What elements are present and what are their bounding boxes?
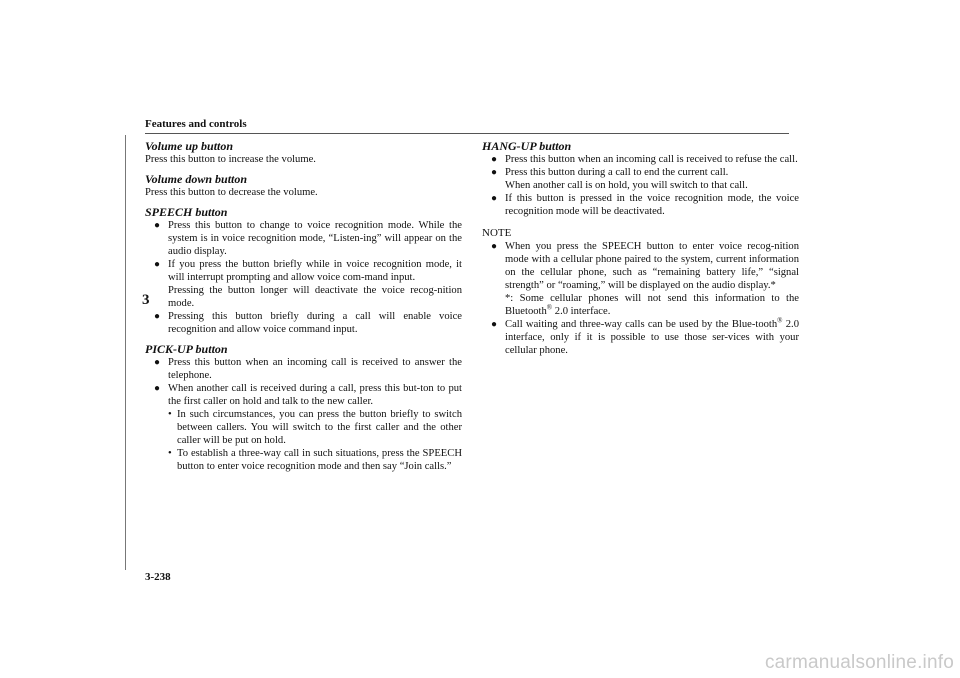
pickup-heading: PICK-UP button xyxy=(145,342,228,356)
volume-down-text: Press this button to decrease the volume. xyxy=(145,187,318,198)
registered-mark: ® xyxy=(777,316,783,325)
chapter-side-rule xyxy=(125,135,126,570)
bullet-icon: ● xyxy=(154,383,161,394)
sub-bullet-icon: • xyxy=(168,409,172,420)
speech-bullet-2-extra: Pressing the button longer will deactivate the voice recog-nition mode. xyxy=(168,285,462,309)
bullet-icon: ● xyxy=(491,167,498,178)
volume-up-heading: Volume up button xyxy=(145,139,234,153)
hangup-bullet-2: ● Press this button during a call to end the current call. When another call is on hold, you will switch to that call. xyxy=(491,166,799,192)
hangup-bullet-1: ● Press this button when an incoming call is received to refuse the call. xyxy=(491,154,798,165)
pickup-bullet-2: ● When another call is received during a call, press this but-ton to put the first caller on hold and talk to the new caller. • In such circumstances, you can press the button briefly to switch between callers. You will switch to the first caller and the other caller will be put on hold. • To establish a three-way call in such situations, press the SPEECH button to enter voice recognition mode and then say “Join calls.” xyxy=(154,383,462,472)
bullet-icon: ● xyxy=(491,241,498,252)
right-column xyxy=(482,139,799,357)
hangup-heading: HANG-UP button xyxy=(482,139,572,153)
registered-mark: ® xyxy=(546,303,553,312)
sub-bullet-icon: • xyxy=(168,448,172,459)
header-rule xyxy=(145,133,789,134)
note-label: NOTE xyxy=(482,227,512,239)
watermark: carmanualsonline.info xyxy=(764,652,954,673)
volume-up-text: Press this button to increase the volume. xyxy=(145,154,316,165)
bullet-icon: ● xyxy=(154,311,161,322)
pickup-sub-1: • In such circumstances, you can press the button briefly to switch between callers. You will switch to the first caller and the other caller will be put on hold. xyxy=(168,409,462,446)
pickup-sub-2: • To establish a three-way call in such situations, press the SPEECH button to enter voice recognition mode and then say “Join calls.” xyxy=(168,448,462,472)
page-header: Features and controls xyxy=(145,118,247,130)
note-bullet-2: ● Call waiting and three-way calls can be used by the Blue-tooth® 2.0 interface, only if it is possible to use those ser-vices with your cellular phone. xyxy=(491,316,799,356)
bullet-icon: ● xyxy=(491,154,498,165)
left-column xyxy=(145,139,462,473)
hangup-bullet-2-extra: When another call is on hold, you will switch to that call. xyxy=(505,180,748,191)
volume-down-heading: Volume down button xyxy=(145,172,248,186)
note-bullet-1: ● When you press the SPEECH button to enter voice recog-nition mode with a cellular phone paired to the system, current information on the cellular phone, such as “remaining battery life,” “signal strength” or “roaming,” will be displayed on the audio display.* *: Some cellular phones will not send this information to the Bluetooth® 2.0 interface. xyxy=(491,241,799,317)
speech-bullet-1: ● Press this button to change to voice recognition mode. While the system is in voice recognition mode, “Listen-ing” will appear on the audio display. xyxy=(154,220,462,257)
speech-heading: SPEECH button xyxy=(145,205,228,219)
page-number: 3-238 xyxy=(145,571,171,583)
chapter-number: 3 xyxy=(142,292,150,308)
hangup-bullet-3: ● If this button is pressed in the voice recognition mode, the voice recognition mode will be deactivated. xyxy=(491,193,799,217)
bullet-icon: ● xyxy=(491,319,498,330)
bullet-icon: ● xyxy=(154,220,161,231)
speech-bullet-3: ● Pressing this button briefly during a call will enable voice recognition and allow voice command input. xyxy=(154,311,462,335)
pickup-bullet-1: ● Press this button when an incoming call is received to answer the telephone. xyxy=(154,357,462,381)
bullet-icon: ● xyxy=(154,259,161,270)
bullet-icon: ● xyxy=(491,193,498,204)
bullet-icon: ● xyxy=(154,357,161,368)
note-bullet-1-footnote: *: Some cellular phones will not send this information to the Bluetooth® 2.0 interface. xyxy=(505,293,799,317)
speech-bullet-2: ● If you press the button briefly while in voice recognition mode, it will interrupt prompting and allow voice com-mand input. Pressing the button longer will deactivate the voice recog-nition mode. xyxy=(154,259,462,309)
